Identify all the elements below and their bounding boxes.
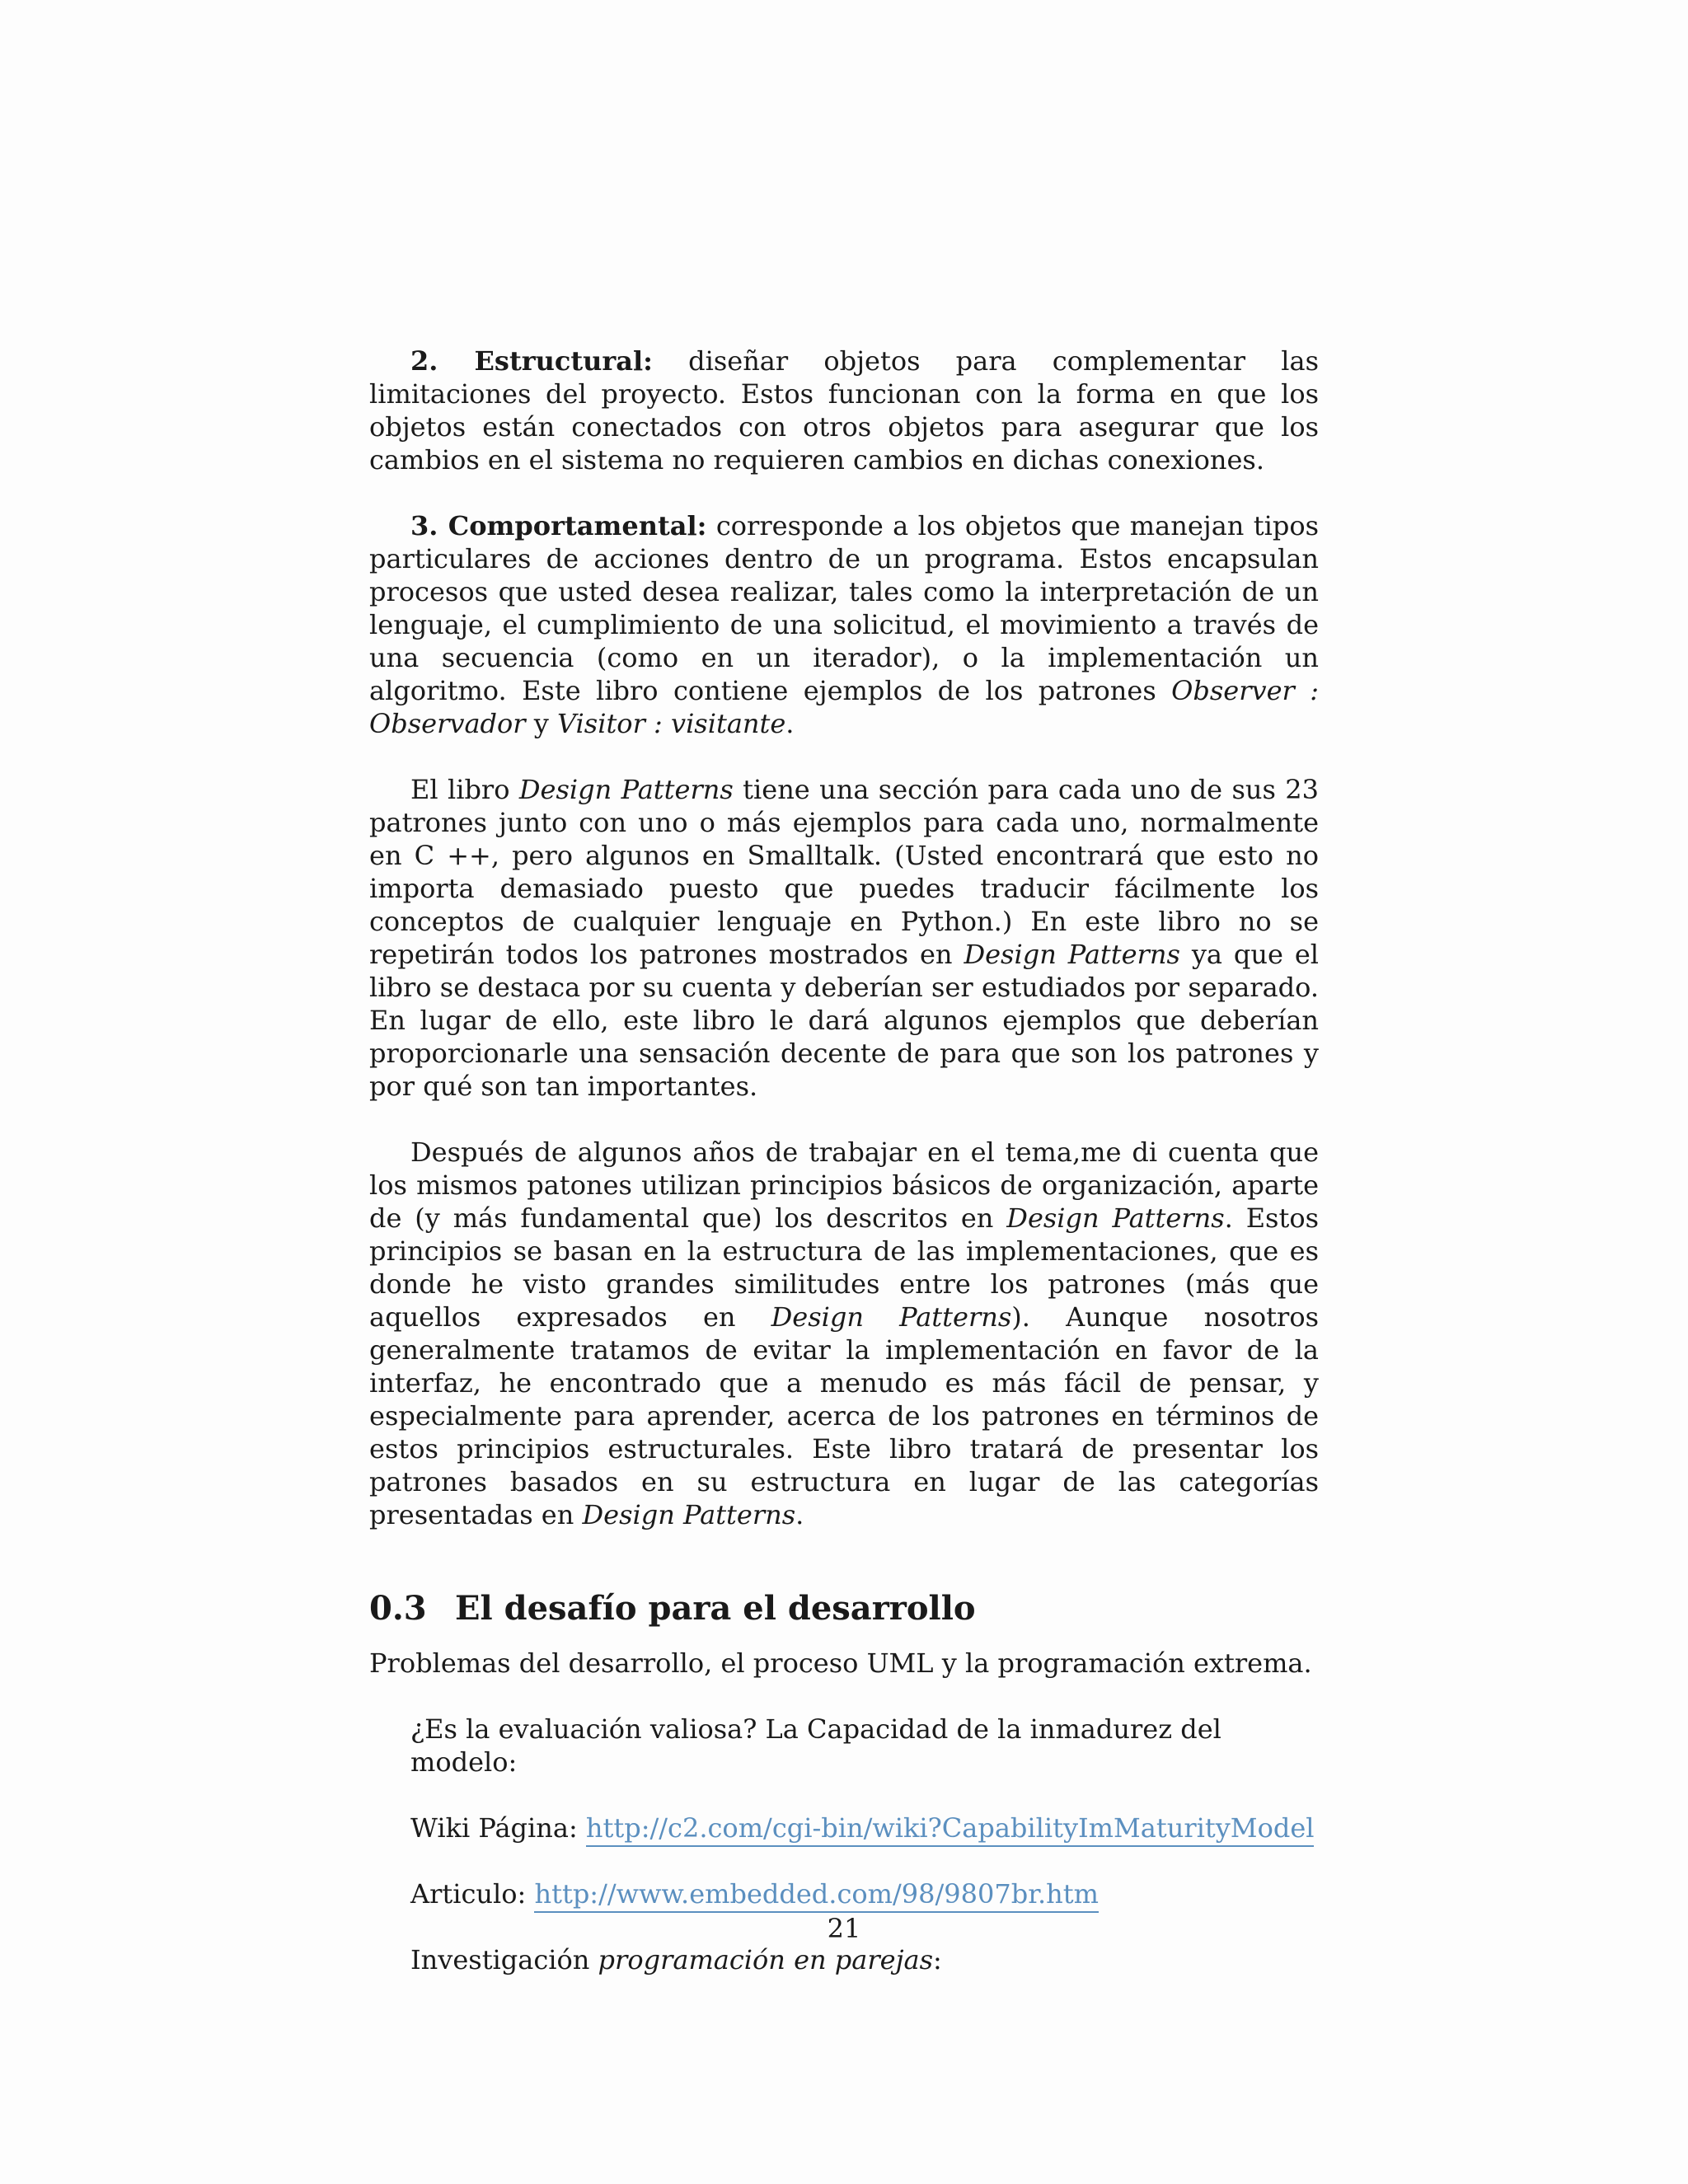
p3-text-a: El libro — [410, 774, 519, 805]
page-number: 21 — [827, 1913, 861, 1944]
p4-book-title-3: Design Patterns — [582, 1499, 796, 1530]
wiki-line — [410, 1811, 1319, 1844]
p4-text-d: . — [795, 1499, 804, 1530]
research-label: Investigación — [410, 1944, 598, 1975]
research-term: programación en parejas — [598, 1944, 934, 1975]
behavioral-label: 3. Comportamental: — [410, 510, 707, 541]
section-heading — [369, 1589, 1319, 1629]
paragraph-design-patterns-book — [369, 773, 1319, 1103]
p3-text-b: tiene una sección para cada uno de sus 23 patrones junto con uno o más ejemplos para cada uno, normalmente en C ++, pero algunos en Smalltalk. (Usted encontrará que esto no importa demasiado puesto que puedes traducir fácilmente los conceptos de cualquier lenguaje en Python.) En este libro no se repetirán todos los patrones mostrados en — [369, 774, 1320, 970]
p4-book-title-1: Design Patterns — [1006, 1202, 1225, 1234]
wiki-link[interactable]: http://c2.com/cgi-bin/wiki?CapabilityImMaturityModel — [586, 1812, 1315, 1847]
paragraph-behavioral — [369, 509, 1319, 740]
paragraph-structural — [369, 344, 1319, 476]
p3-book-title-2: Design Patterns — [964, 939, 1180, 970]
observer-term: Observer : Observador — [369, 675, 1320, 739]
article-label: Articulo: — [410, 1878, 535, 1910]
behavioral-text: corresponde a los objetos que manejan tipos particulares de acciones dentro de un programa. Estos encapsulan procesos que usted desea realizar, tales como la interpretación de un lenguaje, el cumplimiento de una solicitud, el movimiento a través de una secuencia (como en un iterador), o la implementación un algoritmo. Este libro contiene ejemplos de los patrones — [369, 510, 1320, 706]
p4-text-a: Después de algunos años de trabajar en el tema,me di cuenta que los mismos patones utilizan principios básicos de organización, aparte de (y más fundamental que) los descritos en — [369, 1137, 1319, 1234]
section-title: El desafío para el desarrollo — [455, 1589, 976, 1628]
section-number: 0.3 — [369, 1589, 427, 1628]
p3-book-title-1: Design Patterns — [518, 774, 734, 805]
page-body — [369, 344, 1319, 2009]
p4-text-b: . Estos principios se basan en la estructura de las implementaciones, que es donde he visto grandes similitudes entre los patrones (más que aquellos expresados en — [369, 1202, 1320, 1333]
article-line — [410, 1877, 1319, 1910]
paragraph-principles — [369, 1136, 1319, 1531]
structural-text: diseñar objetos para complementar las limitaciones del proyecto. Estos funcionan con la forma en que los objetos están conectados con otros objetos para asegurar que los cambios en el sistema no requieren cambios en dichas conexiones. — [369, 345, 1320, 476]
research-end: : — [933, 1944, 942, 1975]
research-line — [410, 1943, 1319, 1976]
article-link[interactable]: http://www.embedded.com/98/9807br.htm — [534, 1878, 1098, 1913]
behavioral-connector: y — [525, 708, 557, 739]
p4-text-c: ). Aunque nosotros generalmente tratamos de evitar la implementación en favor de la interfaz, he encontrado que a menudo es más fácil de pensar, y especialmente para aprender, acerca de los patrones en términos de estos principios estructurales. Este libro tratará de presentar los patrones basados en su estructura en lugar de las categorías presentadas en — [369, 1301, 1320, 1530]
visitor-term: Visitor : visitante — [557, 708, 786, 739]
wiki-label: Wiki Página: — [410, 1812, 586, 1844]
question-line: ¿Es la evaluación valiosa? La Capacidad de la inmadurez del modelo: — [410, 1713, 1221, 1778]
behavioral-end: . — [785, 708, 795, 739]
p4-book-title-2: Design Patterns — [771, 1301, 1012, 1333]
p3-text-c: ya que el libro se destaca por su cuenta y deberían ser estudiados por separado. En lugar de ello, este libro le dará algunos ejemplos que deberían proporcionarle una sensación decente de para que son los patrones y por qué son tan importantes. — [369, 939, 1320, 1102]
section-intro: Problemas del desarrollo, el proceso UML y la programación extrema. — [369, 1647, 1312, 1679]
structural-label: 2. Estructural: — [410, 345, 653, 377]
